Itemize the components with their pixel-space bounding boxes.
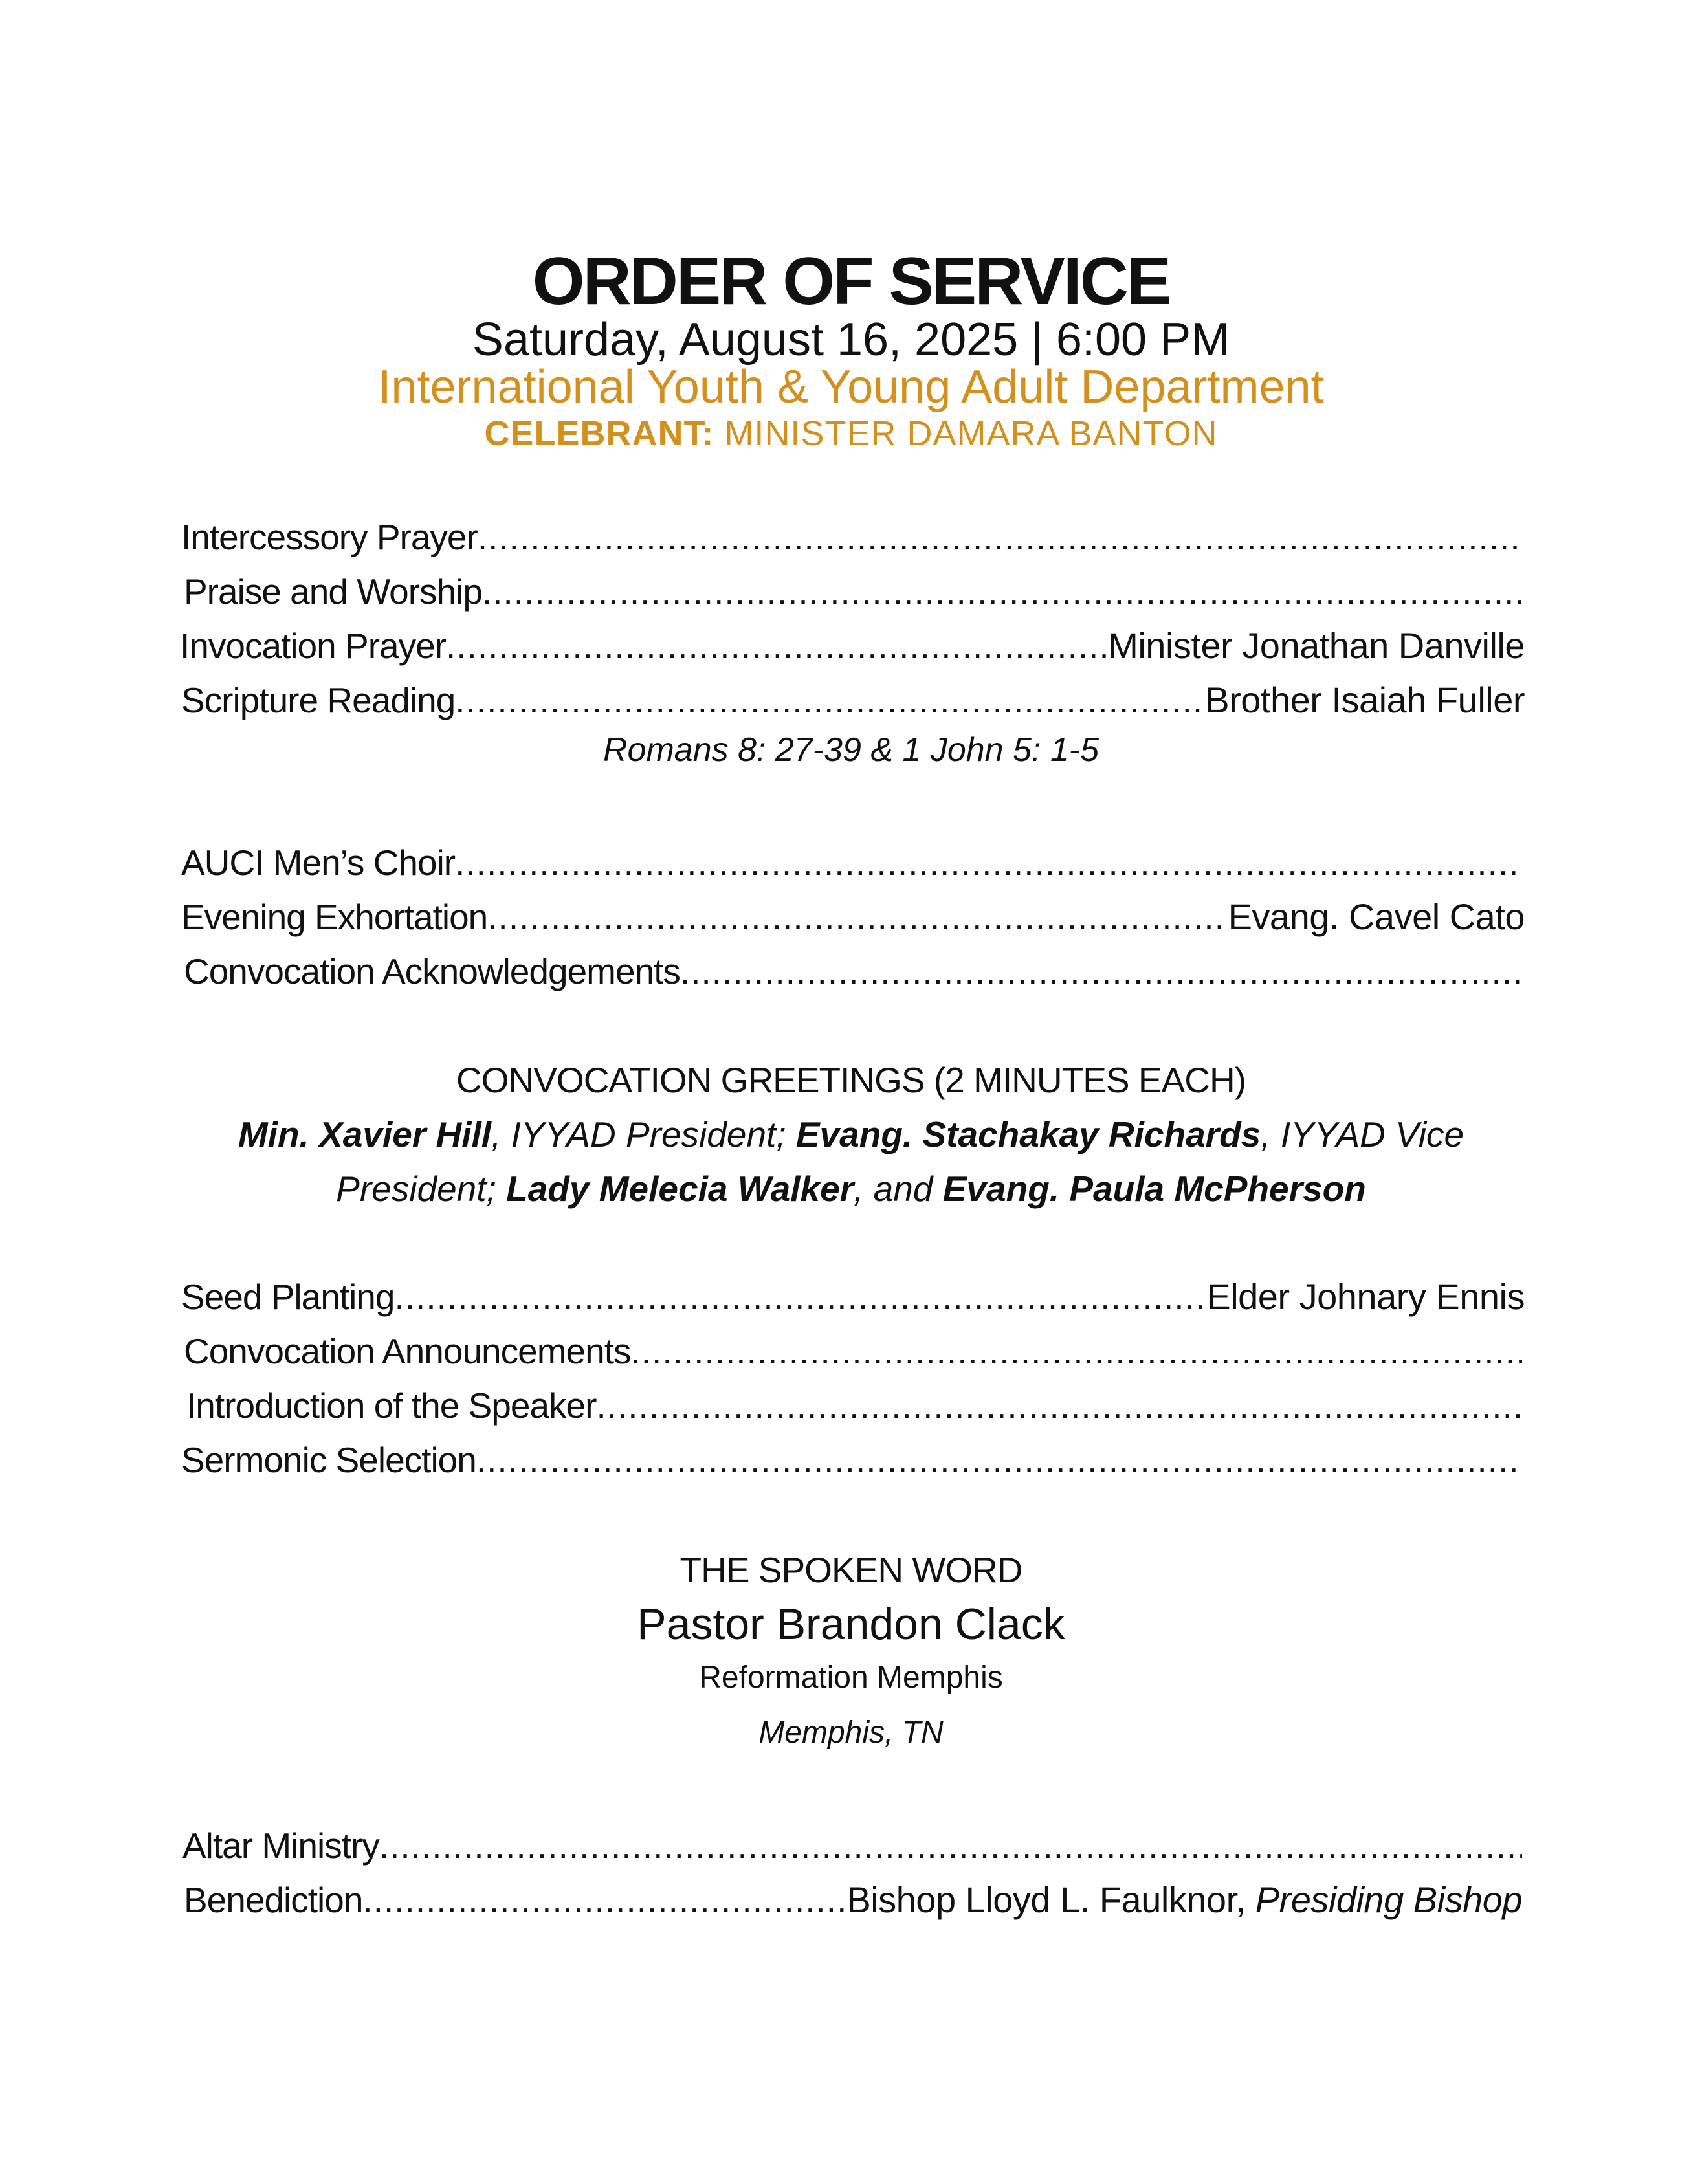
leader-dots (596, 1382, 1520, 1429)
celebrant-name: MINISTER DAMARA BANTON (724, 414, 1218, 453)
program-item (184, 948, 1522, 995)
scripture-reference: Romans 8: 27-39 & 1 John 5: 1-5 (602, 731, 1099, 769)
program-item (181, 1437, 1522, 1483)
celebrant-line (0, 411, 1702, 456)
program-item (180, 623, 1525, 669)
greeter-name: Evang. Stachakay Richards (795, 1114, 1261, 1154)
program-item-person: Elder Johnary Ennis (1206, 1276, 1525, 1317)
speaker-name: Pastor Brandon Clack (637, 1600, 1065, 1649)
program-item-label: Evening Exhortation (181, 897, 488, 937)
leader-dots (455, 677, 1205, 723)
program-item-label: Seed Planting (181, 1277, 395, 1317)
program-item-label: Scripture Reading (181, 680, 456, 720)
program-item-person: Brother Isaiah Fuller (1205, 679, 1525, 720)
leader-dots (680, 948, 1522, 995)
leader-dots (455, 839, 1522, 886)
greetings-line (0, 1165, 1702, 1212)
leader-dots (630, 1328, 1522, 1374)
program-item (181, 839, 1522, 886)
spoken-word-heading: THE SPOKEN WORD (680, 1550, 1022, 1590)
program-item-person: Evang. Cavel Cato (1228, 896, 1525, 937)
leader-dots (482, 568, 1522, 615)
benediction-role: Presiding Bishop (1255, 1879, 1522, 1920)
leader-dots (478, 514, 1522, 560)
leader-dots (395, 1274, 1207, 1320)
program-item-label: Introduction of the Speaker (186, 1385, 597, 1426)
program-item (184, 1877, 1522, 1923)
greeter-title: , IYYAD President; (491, 1114, 796, 1154)
program-item (181, 894, 1525, 940)
leader-dots (487, 894, 1228, 940)
greeter-title: President; (336, 1169, 507, 1209)
celebrant-label: CELEBRANT: (484, 414, 714, 453)
program-item-label: Altar Ministry (182, 1826, 379, 1866)
leader-dots (446, 623, 1108, 669)
leader-dots (476, 1437, 1522, 1483)
program-item-label: Invocation Prayer (180, 626, 446, 666)
department-name: International Youth & Young Adult Department (378, 361, 1324, 413)
greetings-heading: CONVOCATION GREETINGS (2 MINUTES EACH) (456, 1060, 1246, 1100)
program-item-person (846, 1877, 1522, 1923)
program-item (181, 514, 1522, 560)
program-item (184, 568, 1522, 615)
speaker-church: Reformation Memphis (699, 1660, 1003, 1695)
service-datetime: Saturday, August 16, 2025 | 6:00 PM (472, 314, 1230, 366)
benediction-person: Bishop Lloyd L. Faulknor, (846, 1879, 1255, 1920)
leader-dots (362, 1877, 846, 1923)
greeter-name: Lady Melecia Walker (506, 1169, 854, 1209)
program-item-label: Convocation Announcements (184, 1331, 631, 1371)
program-item (182, 1822, 1522, 1869)
program-item-label: Benediction (184, 1880, 363, 1920)
program-item-label: Praise and Worship (184, 571, 482, 612)
greetings-line (0, 1111, 1702, 1158)
greeter-connector: , and (854, 1169, 943, 1209)
speaker-city: Memphis, TN (758, 1715, 944, 1750)
leader-dots (379, 1822, 1522, 1869)
program-item-label: Sermonic Selection (181, 1440, 476, 1480)
program-item (186, 1382, 1520, 1429)
program-item (181, 1274, 1525, 1320)
page-title: ORDER OF SERVICE (532, 244, 1170, 319)
program-item-person: Minister Jonathan Danville (1108, 625, 1525, 666)
program-item-label: Intercessory Prayer (181, 517, 478, 557)
program-item-label: AUCI Men’s Choir (181, 843, 456, 883)
greeter-name: Evang. Paula McPherson (942, 1169, 1366, 1209)
greeter-title: , IYYAD Vice (1261, 1114, 1464, 1154)
program-item (181, 677, 1525, 723)
program-item (184, 1328, 1522, 1374)
greeter-name: Min. Xavier Hill (238, 1114, 492, 1154)
program-item-label: Convocation Acknowledgements (184, 951, 680, 991)
